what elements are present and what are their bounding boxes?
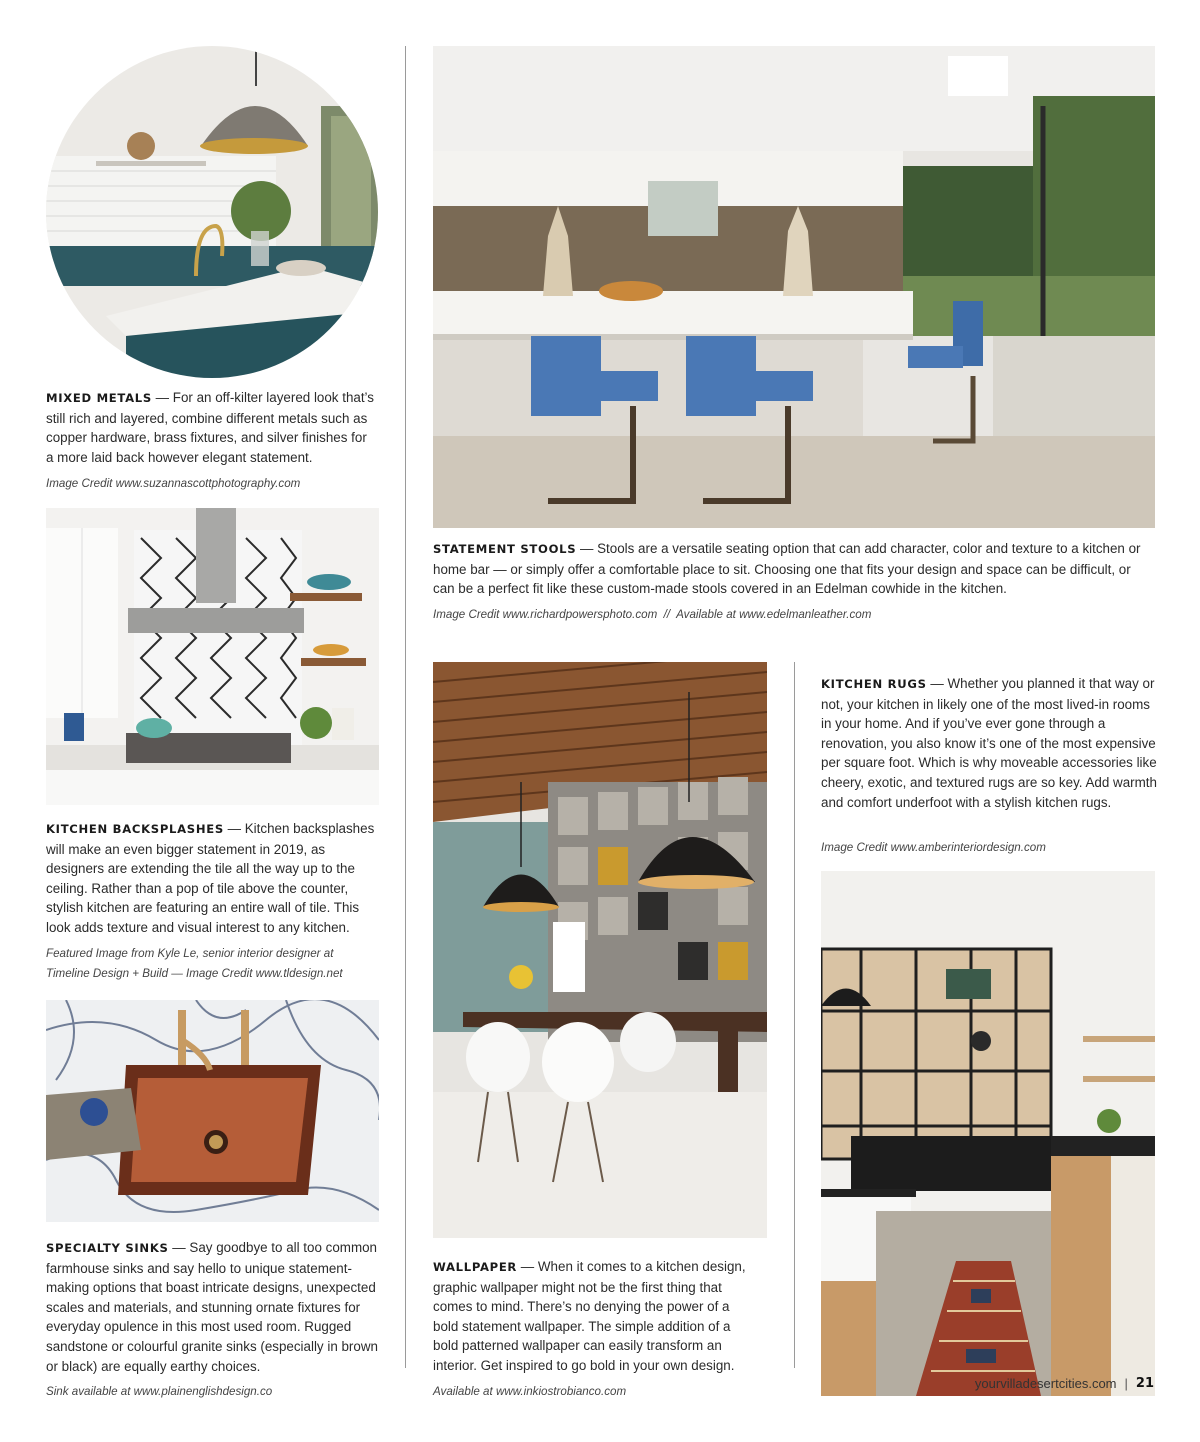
statement-stools-photo <box>433 46 1155 528</box>
statement-stools-heading: STATEMENT STOOLS <box>433 542 577 556</box>
column-divider-right <box>794 662 795 1368</box>
wallpaper-text <box>433 1257 753 1376</box>
kitchen-rugs-credit[interactable]: Image Credit www.amberinteriordesign.com <box>821 841 1046 854</box>
statement-stools-credit[interactable]: Image Credit www.richardpowersphoto.com // Available at www.edelmanleather.com <box>433 608 872 621</box>
specialty-sinks-body: — Say goodbye to all too common farmhouse sinks and say hello to unique statement-making options that boast intricate designs, unexpected scales and materials, and stunning ornate fixtures for everyday opulence in this most used room. Rugged sandstone or colourful granite sinks (especially in brown or black) are equally earthy choices. <box>46 1240 378 1374</box>
wallpaper-photo <box>433 662 767 1238</box>
kitchen-rugs-text <box>821 674 1157 812</box>
backsplashes-credit-line-2[interactable]: Timeline Design + Build — Image Credit www.tldesign.net <box>46 967 343 980</box>
page-footer <box>975 1376 1154 1391</box>
mixed-metals-body: — For an off-kilter layered look that’s still rich and layered, combine different metals such as copper hardware, brass fixtures, and silver finishes for a more laid back however elegant statement. <box>46 390 374 465</box>
specialty-sinks-text <box>46 1238 386 1376</box>
specialty-sinks-credit[interactable]: Sink available at www.plainenglishdesign.co <box>46 1385 273 1398</box>
page-number: 21 <box>1135 1376 1154 1391</box>
mixed-metals-heading: MIXED METALS <box>46 391 152 405</box>
kitchen-rugs-body: — Whether you planned it that way or not, your kitchen in likely one of the most lived-in rooms in your home. And if you’ve ever gone through a renovation, you also know it’s one of the most expensive per square foot. Which is why moveable accessories like cheery, exotic, and textured rugs are so key. Add warmth and comfort underfoot with a stylish kitchen rugs. <box>821 676 1157 810</box>
mixed-metals-credit[interactable]: Image Credit www.suzannascottphotography.com <box>46 477 301 490</box>
wallpaper-heading: WALLPAPER <box>433 1260 518 1274</box>
backsplashes-credit-line-1: Featured Image from Kyle Le, senior interior designer at <box>46 947 334 960</box>
backsplashes-body: — Kitchen backsplashes will make an even bigger statement in 2019, as designers are extending the tile all the way up to the ceiling. Rather than a pop of tile above the counter, stylish kitchen are featuring an entire wall of tile. This look adds texture and visual interest to any kitchen. <box>46 821 375 935</box>
mixed-metals-photo <box>46 46 378 378</box>
copper-sink-photo-icon <box>46 1000 379 1222</box>
specialty-sinks-heading: SPECIALTY SINKS <box>46 1241 169 1255</box>
statement-stools-body: — Stools are a versatile seating option that can add character, color and texture to a kitchen or home bar — or simply offer a comfortable place to sit. Choosing one that fits your design and space can be difficult, or can be a perfect fit like these custom-made stools covered in an Edelman cowhide in the kitchen. <box>433 541 1141 597</box>
kitchen-stools-photo-icon <box>433 46 1155 528</box>
backsplashes-heading: KITCHEN BACKSPLASHES <box>46 822 224 836</box>
mixed-metals-text <box>46 388 376 467</box>
kitchen-rugs-heading: KITCHEN RUGS <box>821 677 927 691</box>
galley-kitchen-rug-photo-icon <box>821 871 1155 1396</box>
footer-separator: | <box>1124 1376 1128 1391</box>
dining-wallpaper-photo-icon <box>433 662 767 1238</box>
backsplash-tile-photo-icon <box>46 508 379 805</box>
statement-stools-text <box>433 539 1155 599</box>
wallpaper-credit[interactable]: Available at www.inkiostrobianco.com <box>433 1385 627 1398</box>
column-divider-left <box>405 46 406 1368</box>
backsplash-photo <box>46 508 379 805</box>
footer-site-url[interactable]: yourvilladesertcities.com <box>974 1376 1117 1391</box>
backsplashes-text <box>46 819 379 938</box>
kitchen-pendant-photo-icon <box>46 46 378 378</box>
specialty-sink-photo <box>46 1000 379 1222</box>
wallpaper-body: — When it comes to a kitchen design, graphic wallpaper might not be the first thing that comes to mind. There’s no denying the power of a bold statement wallpaper. The simple addition of a bold patterned wallpaper can easily transform an interior. Get inspired to go bold in your own design. <box>433 1259 746 1373</box>
kitchen-rugs-photo <box>821 871 1155 1396</box>
